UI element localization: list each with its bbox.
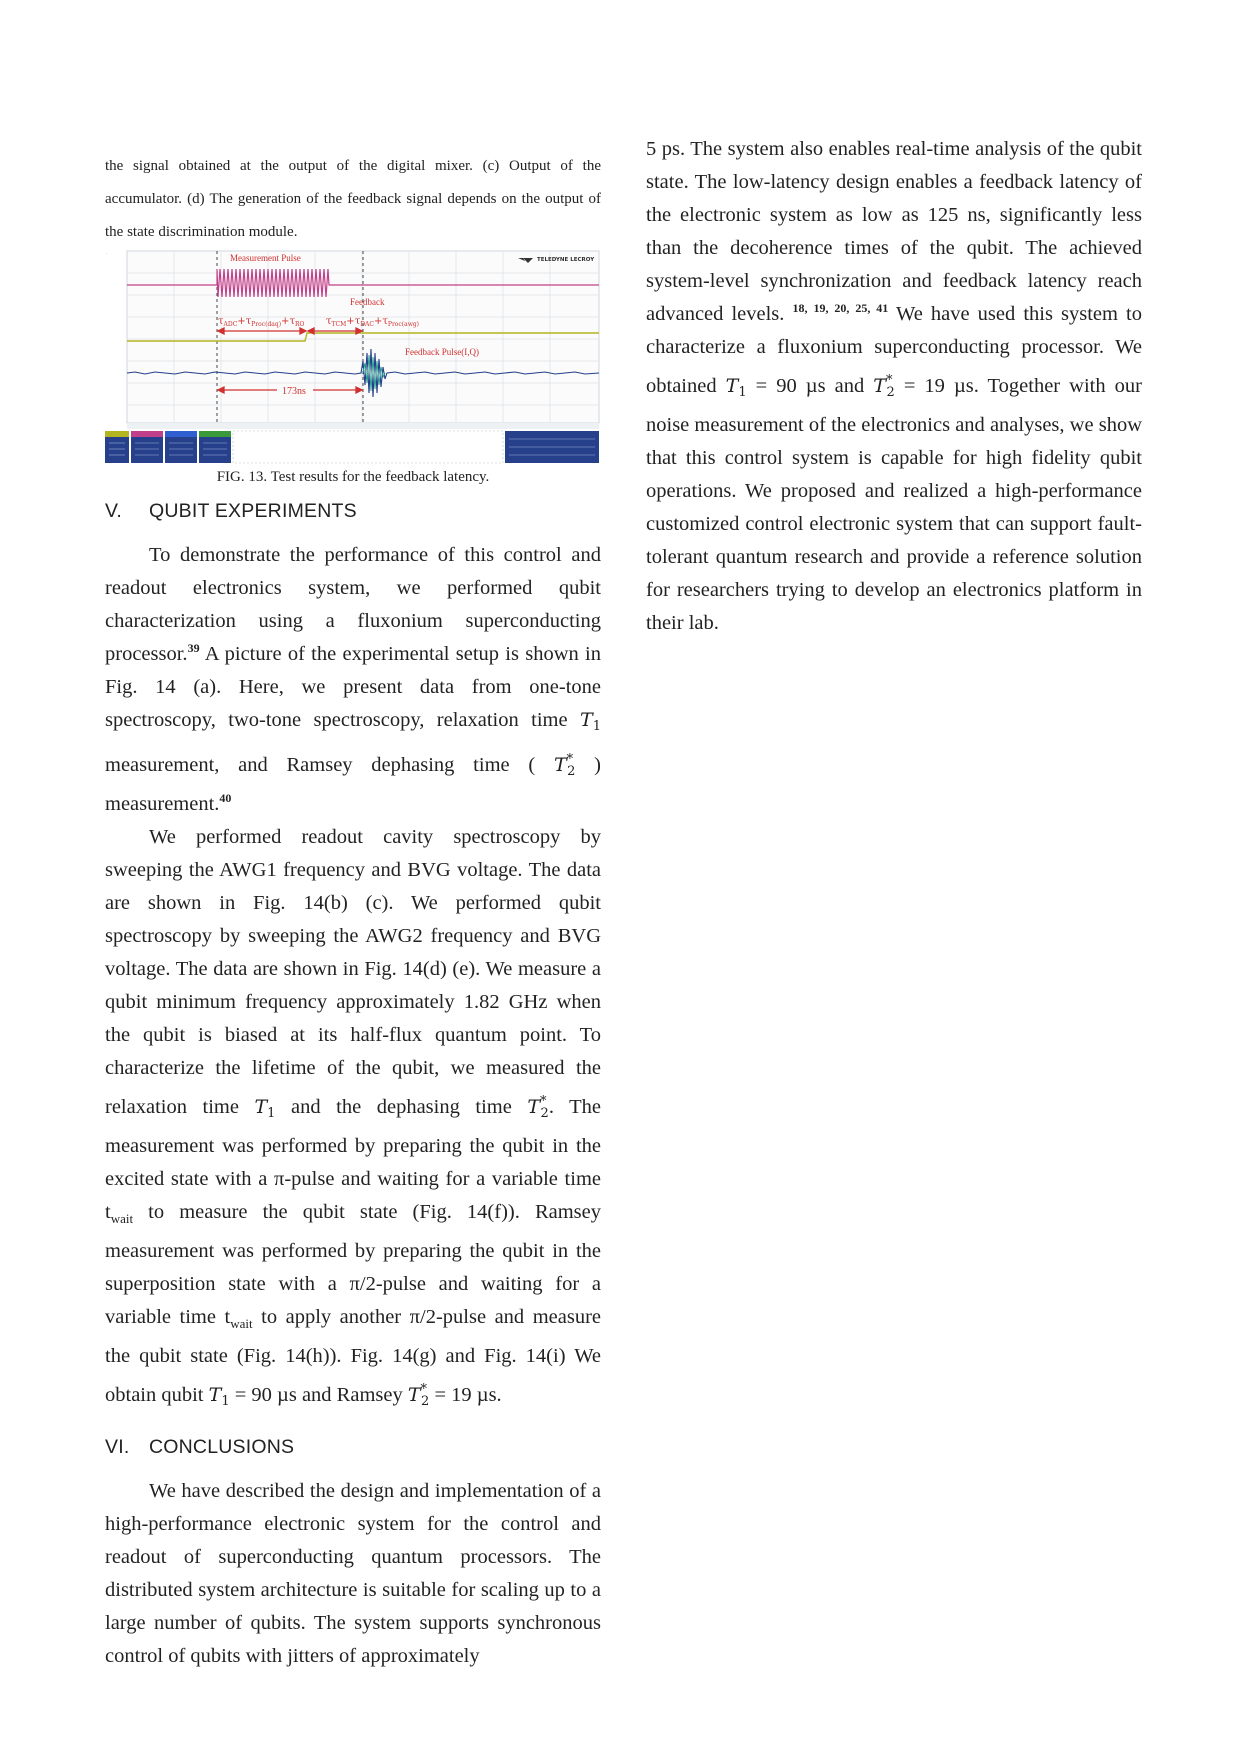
plus-2: +: [281, 316, 290, 327]
citation: 18, 19, 20, 25, 41: [792, 301, 889, 316]
section-title-5: QUBIT EXPERIMENTS: [149, 500, 357, 522]
oscilloscope-screen: [105, 249, 601, 467]
plus-4: +: [373, 316, 383, 327]
subscript-wait: wait: [110, 1211, 134, 1227]
plus-3: +: [346, 316, 355, 327]
text: To demonstrate the performance of this control and readout electronics system, we performed qubit characterization using a fluxonium superconducting processor.: [105, 544, 601, 665]
svg-text:·: ·: [106, 251, 108, 257]
text: = 19 µs. Together with our noise measurement of the electronics and analyses, we show that this control system is capable for high fidelity qubit operations. We proposed and realized a high-performance customized control electronic system that can support fault-tolerant quantum research and provide a reference solution for researchers trying to develop an electronics platform in their lab.: [646, 375, 1142, 634]
feedback-label: Feedback: [350, 297, 385, 307]
text: . The measurement was performed by preparing the qubit in the excited state with a π-pulse and waiting for a variable time t: [105, 1096, 601, 1223]
math-t1: $T_1$: [254, 1096, 276, 1121]
math-t2-star: $T^*_2$: [553, 752, 576, 779]
section-heading-5: [105, 500, 601, 523]
tau-left-symbol-2: τ: [245, 316, 252, 327]
tau-right-symbol-2: τ: [354, 316, 361, 327]
math-t2-star: $T^*_2$: [527, 1094, 549, 1121]
section-heading-6: [105, 1436, 601, 1459]
latency-label: 173ns: [282, 386, 306, 397]
paragraph-qubit-intro: [105, 539, 601, 821]
right-column: [646, 138, 1142, 640]
text: measurement, and Ramsey dephasing time (: [105, 754, 554, 776]
text: ) measurement.: [105, 754, 601, 815]
section-number-6: VI.: [105, 1436, 130, 1459]
text: = 90 µs and Ramsey: [229, 1384, 408, 1407]
subscript-wait: wait: [230, 1316, 253, 1332]
math-t1: $T_1$: [580, 709, 601, 734]
measurement-pulse-label: Measurement Pulse: [230, 253, 301, 263]
tau-proc-awg: Proc(awg): [387, 321, 420, 328]
math-t1: $T_1$: [208, 1384, 230, 1410]
text: to apply another π/2-pulse and measure the qubit state (Fig. 14(h)). Fig. 14(g) and Fig. 14(i) We obtain qubit: [105, 1306, 601, 1407]
brand-label: TELEDYNE LECROY: [537, 257, 595, 263]
math-t1: $T_1$: [725, 375, 747, 400]
citation: 40: [219, 791, 232, 806]
paragraph-conclusions-cont: [646, 133, 1142, 640]
math-t2-star: $T^*_2$: [407, 1382, 430, 1410]
paragraph-conclusions: We have described the design and implementation of a high-performance electronic system for the control and readout of superconducting quantum processors. The distributed system architecture is suitable for scaling up to a large number of qubits. The system supports synchronous control of qubits with jitters of approximately: [105, 1480, 601, 1668]
tau-right-symbol-3: τ: [382, 316, 388, 327]
text: = 90 µs and: [746, 375, 874, 397]
section-number-5: V.: [105, 500, 123, 522]
plus-1: +: [237, 316, 246, 327]
paragraph-qubit-spectroscopy: [105, 821, 601, 1418]
tau-ro: RO: [294, 321, 305, 328]
oscilloscope-figure: [105, 249, 601, 467]
math-t2-star: $T^*_2$: [873, 373, 895, 400]
text: to measure the qubit state (Fig. 14(f)). Ramsey measurement was performed by preparing the qubit in the superposition state with a π/2-pulse and waiting for a variable time t: [105, 1201, 601, 1329]
citation: 39: [187, 641, 200, 656]
text: We performed readout cavity spectroscopy by sweeping the AWG1 frequency and BVG voltage. The data are shown in Fig. 14(b) (c). We performed qubit spectroscopy by sweeping the AWG2 frequency and BVG voltage. The data are shown in Fig. 14(d) (e). We measure a qubit minimum frequency approximately 1.82 GHz when the qubit is biased at its half-flux quantum point. To characterize the lifetime of the qubit, we measured the relaxation time: [105, 826, 601, 1118]
tau-left-symbol-3: τ: [289, 316, 295, 327]
text: A picture of the experimental setup is shown in Fig. 14 (a). Here, we present data from one-tone spectroscopy, two-tone spectroscopy, relaxation time: [105, 643, 601, 731]
tau-right-symbol: τ: [326, 316, 332, 327]
feedback-pulse-label: Feedback Pulse(I,Q): [405, 347, 479, 357]
text: 5 ps. The system also enables real-time analysis of the qubit state. The low-latency design enables a feedback latency of the electronic system as low as 125 ns, significantly less than the decoherence times of the qubit. The achieved system-level synchronization and feedback latency reach advanced levels.: [646, 138, 1142, 325]
tau-adc: ADC: [223, 321, 238, 328]
tau-proc-daq: Proc(daq): [251, 321, 282, 328]
figure-caption-continued: the signal obtained at the output of the digital mixer. (c) Output of the accumulator. (d) The generation of the feedback signal depends on the output of the state discrimination module.: [105, 158, 601, 240]
text: and the dephasing time: [275, 1096, 528, 1118]
left-column: [105, 150, 601, 1673]
section-title-6: CONCLUSIONS: [149, 1436, 295, 1459]
figure-caption: FIG. 13. Test results for the feedback latency.: [216, 469, 490, 485]
tau-left-symbol: τ: [218, 316, 224, 327]
tau-tcm: TCM: [331, 321, 347, 328]
text: We have used this system to characterize a fluxonium superconducting processor. We obtained: [646, 303, 1142, 397]
tau-dac: DAC: [360, 321, 374, 328]
text: = 19 µs.: [429, 1384, 502, 1407]
